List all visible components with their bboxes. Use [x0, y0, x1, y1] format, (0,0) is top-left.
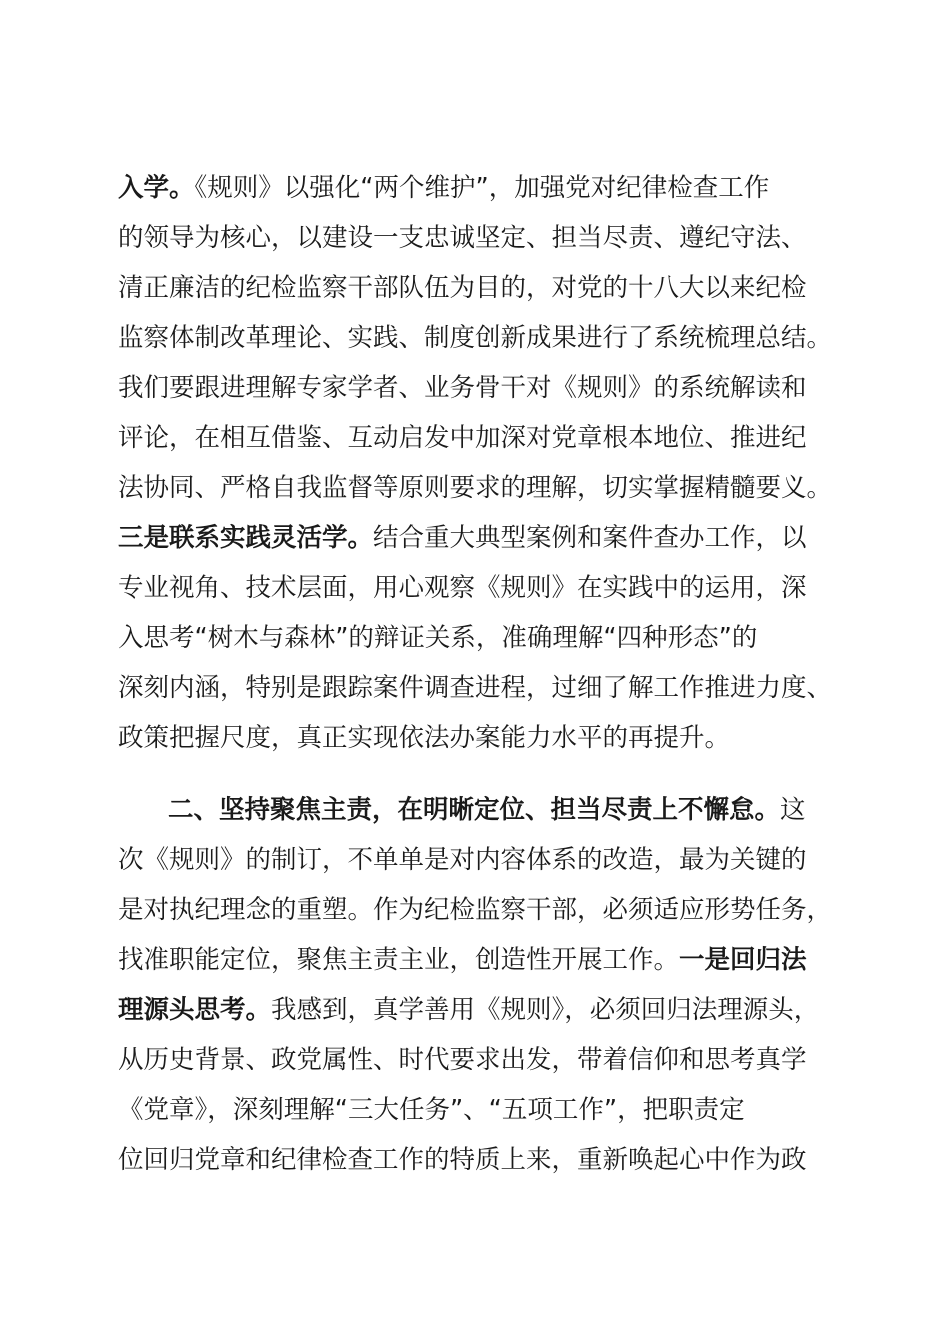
text-line	[118, 522, 858, 554]
text-segment: 政策把握尺度，真正实现依法办案能力水平的再提升。	[118, 723, 731, 753]
text-segment: 找准职能定位，聚焦主责主业，创造性开展工作。	[118, 945, 680, 975]
text-segment: 《规则》以强化“两个维护”，加强党对纪律检查工作	[194, 173, 770, 203]
text-line	[118, 1094, 858, 1126]
text-line	[118, 944, 858, 976]
text-line	[118, 472, 858, 504]
text-segment: 是对执纪理念的重塑。作为纪检监察干部，必须适应形势任务，	[118, 895, 833, 925]
text-segment: 专业视角、技术层面，用心观察《规则》在实践中的运用，深	[118, 573, 807, 603]
bold-text-segment: 三是联系实践灵活学。	[118, 523, 374, 553]
text-segment: 法协同、严格自我监督等原则要求的理解，切实掌握精髓要义。	[118, 473, 833, 503]
text-line	[118, 422, 858, 454]
text-line	[118, 672, 858, 704]
text-segment: 这	[780, 795, 806, 825]
text-line	[118, 844, 858, 876]
text-line	[118, 222, 858, 254]
bold-text-segment: 理源头思考。	[118, 995, 272, 1025]
text-segment: 的领导为核心，以建设一支忠诚坚定、担当尽责、遵纪守法、	[118, 223, 807, 253]
text-segment: 清正廉洁的纪检监察干部队伍为目的，对党的十八大以来纪检	[118, 273, 807, 303]
bold-text-segment: 入学。	[118, 173, 195, 203]
text-segment: 深刻内涵，特别是跟踪案件调查进程，过细了解工作推进力度、	[118, 673, 833, 703]
text-line	[118, 894, 858, 926]
text-segment: 入思考“树木与森林”的辩证关系，准确理解“四种形态”的	[118, 623, 758, 653]
bold-text-segment: 二、坚持聚焦主责，在明晰定位、担当尽责上不懈怠。	[168, 795, 781, 825]
text-line	[118, 572, 858, 604]
text-line	[118, 622, 858, 654]
text-segment: 次《规则》的制订，不单单是对内容体系的改造，最为关键的	[118, 845, 807, 875]
text-segment: 评论，在相互借鉴、互动启发中加深对党章根本地位、推进纪	[118, 423, 807, 453]
text-segment: 我们要跟进理解专家学者、业务骨干对《规则》的系统解读和	[118, 373, 807, 403]
text-line	[118, 722, 858, 754]
text-line	[118, 172, 858, 204]
text-segment: 监察体制改革理论、实践、制度创新成果进行了系统梳理总结。	[118, 323, 833, 353]
text-line	[118, 994, 858, 1026]
text-line	[118, 272, 858, 304]
text-segment: 从历史背景、政党属性、时代要求出发，带着信仰和思考真学	[118, 1045, 807, 1075]
text-line	[118, 1144, 858, 1176]
text-line	[118, 322, 858, 354]
text-line	[118, 1044, 858, 1076]
text-line	[118, 372, 858, 404]
text-segment: 位回归党章和纪律检查工作的特质上来，重新唤起心中作为政	[118, 1145, 807, 1175]
text-segment: 结合重大典型案例和案件查办工作，以	[373, 523, 807, 553]
bold-text-segment: 一是回归法	[679, 945, 807, 975]
text-line	[168, 794, 858, 826]
text-segment: 我感到，真学善用《规则》，必须回归法理源头，	[271, 995, 820, 1025]
text-segment: 《党章》，深刻理解“三大任务”、“五项工作”，把职责定	[118, 1095, 745, 1125]
